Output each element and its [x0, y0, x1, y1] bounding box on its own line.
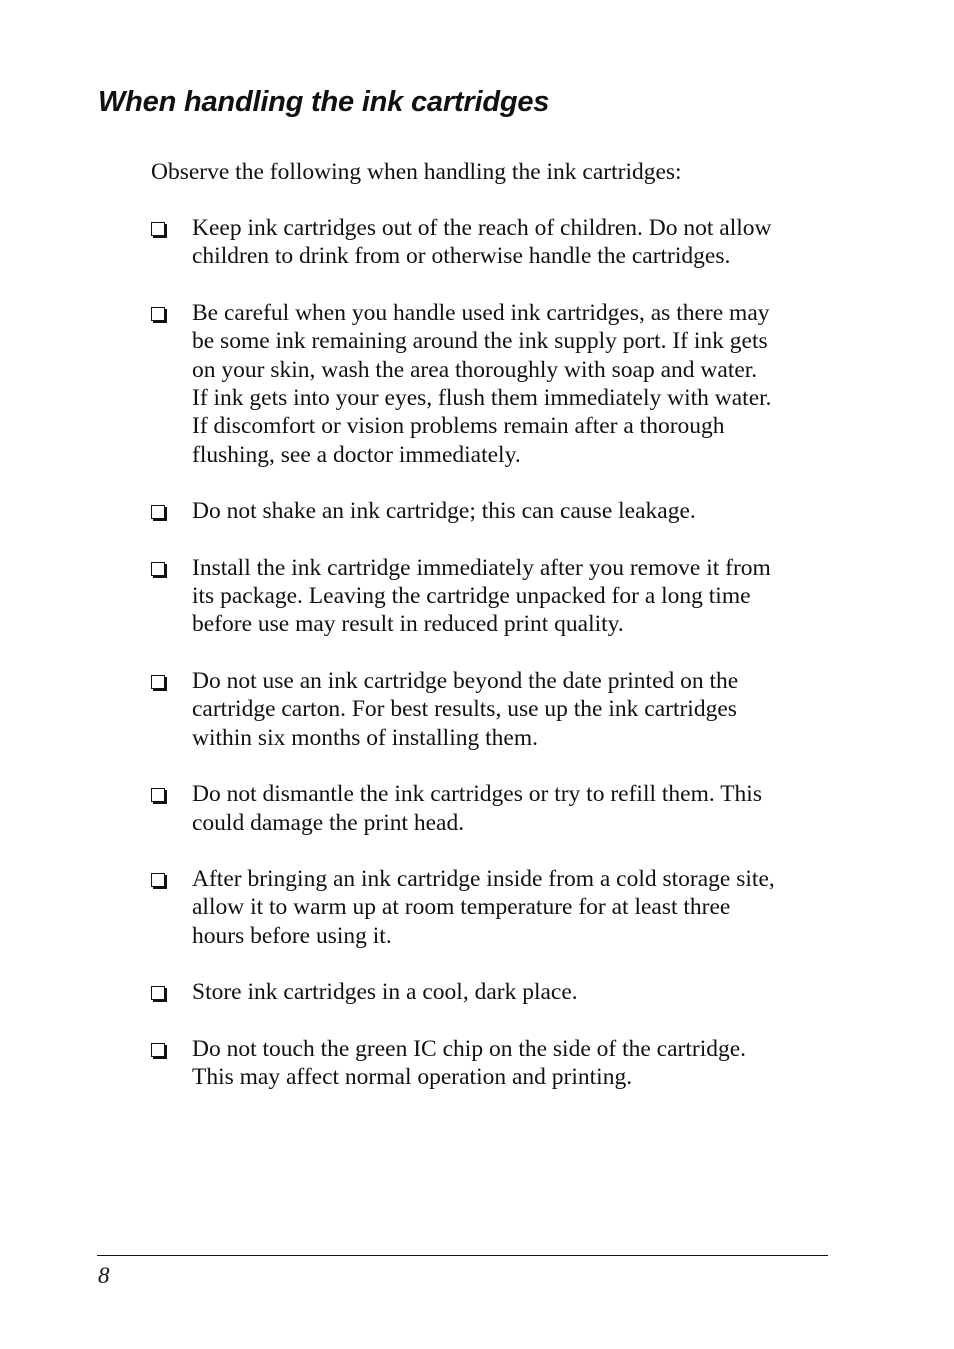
text-line: Do not dismantle the ink cartridges or try to refill them. This: [192, 781, 762, 808]
text-line: its package. Leaving the cartridge unpacked for a long time: [192, 583, 751, 610]
list-item: [151, 978, 841, 1006]
text-line: within six months of installing them.: [192, 724, 538, 751]
text-line: Do not touch the green IC chip on the side of the cartridge.: [192, 1035, 747, 1062]
text-line: Be careful when you handle used ink cartridges, as there may: [192, 299, 770, 326]
list-item-text: [192, 865, 840, 950]
text-line: cartridge carton. For best results, use up the ink cartridges: [192, 696, 737, 723]
checkbox-square-icon: [151, 307, 165, 321]
list-item: [151, 554, 841, 639]
text-line: Install the ink cartridge immediately after you remove it from: [192, 554, 771, 581]
precautions-list: [151, 214, 841, 1119]
list-item-text: [192, 978, 840, 1006]
text-line: allow it to warm up at room temperature for at least three: [192, 894, 731, 921]
text-line: could damage the print head.: [192, 809, 465, 836]
checkbox-square-icon: [151, 788, 165, 802]
intro-paragraph: Observe the following when handling the ink cartridges:: [151, 159, 682, 185]
checkbox-square-icon: [151, 1043, 165, 1057]
footer-divider: [97, 1255, 828, 1256]
list-item: [151, 497, 841, 525]
checkbox-square-icon: [151, 562, 165, 576]
text-line: This may affect normal operation and printing.: [192, 1063, 633, 1090]
text-line: Do not shake an ink cartridge; this can cause leakage.: [192, 498, 696, 525]
text-line: Store ink cartridges in a cool, dark place.: [192, 979, 578, 1006]
text-line: Keep ink cartridges out of the reach of children. Do not allow: [192, 215, 772, 241]
text-line: Do not use an ink cartridge beyond the date printed on the: [192, 667, 739, 694]
checkbox-square-icon: [151, 505, 165, 519]
checkbox-square-icon: [151, 675, 165, 689]
list-item-text: [192, 299, 840, 469]
text-line: children to drink from or otherwise handle the cartridges.: [192, 243, 731, 270]
list-item-text: [192, 667, 840, 752]
text-line: be some ink remaining around the ink supply port. If ink gets: [192, 328, 768, 355]
section-heading: When handling the ink cartridges: [98, 86, 550, 118]
text-line: hours before using it.: [192, 922, 392, 949]
list-item: [151, 214, 841, 271]
list-item: [151, 1035, 841, 1092]
text-line: If ink gets into your eyes, flush them immediately with water.: [192, 385, 772, 412]
text-line: After bringing an ink cartridge inside from a cold storage site,: [192, 865, 775, 892]
list-item-text: [192, 497, 840, 525]
checkbox-square-icon: [151, 986, 165, 1000]
text-line: flushing, see a doctor immediately.: [192, 441, 521, 468]
list-item: [151, 780, 841, 837]
list-item-text: [192, 214, 840, 271]
list-item: [151, 865, 841, 950]
list-item: [151, 299, 841, 469]
page-number: 8: [98, 1263, 110, 1288]
list-item-text: [192, 780, 840, 837]
list-item-text: [192, 554, 840, 639]
text-line: on your skin, wash the area thoroughly with soap and water.: [192, 356, 758, 383]
text-line: before use may result in reduced print quality.: [192, 611, 624, 638]
checkbox-square-icon: [151, 222, 165, 236]
text-line: If discomfort or vision problems remain after a thorough: [192, 413, 725, 440]
list-item-text: [192, 1035, 840, 1092]
list-item: [151, 667, 841, 752]
checkbox-square-icon: [151, 873, 165, 887]
